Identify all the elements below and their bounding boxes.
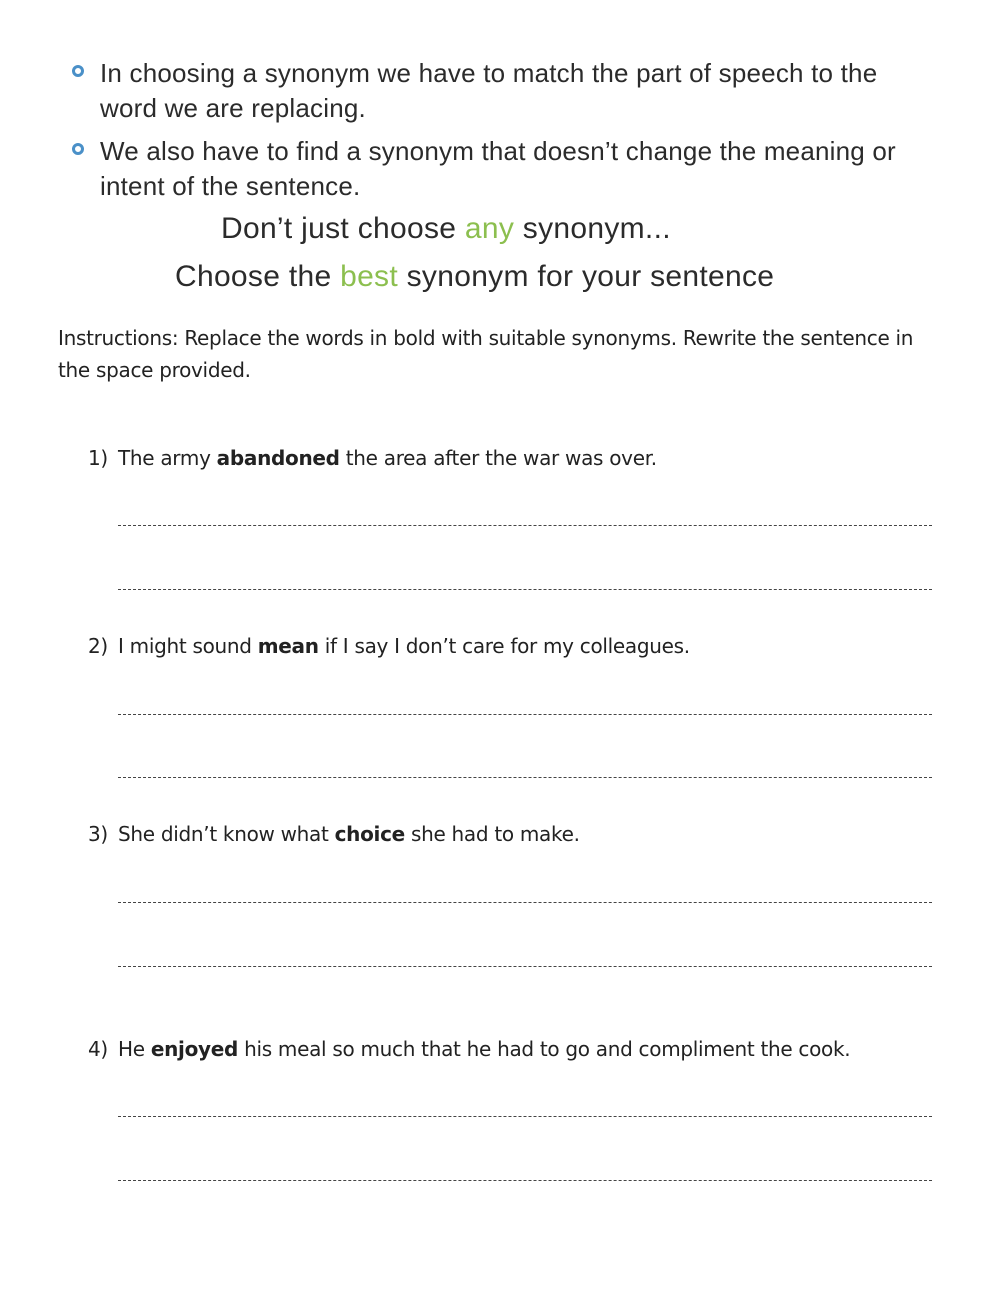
- question-text: his meal so much that he had to go and compliment the cook.: [238, 1037, 851, 1061]
- question-text: she had to make.: [404, 822, 580, 846]
- circle-bullet-icon: [72, 65, 84, 77]
- answer-line[interactable]: [118, 714, 932, 715]
- tip-text: We also have to find a synonym that doesn’t change the meaning or intent of the sentence.: [100, 136, 896, 201]
- question-number: 2): [88, 634, 108, 658]
- slogan-text: synonym...: [514, 212, 671, 245]
- question-text: She didn’t know what: [118, 822, 335, 846]
- question-item: [88, 822, 580, 846]
- question-number: 3): [88, 822, 108, 846]
- answer-line[interactable]: [118, 1180, 932, 1181]
- instructions-text: Instructions: Replace the words in bold with suitable synonyms. Rewrite the sentence in the space provided.: [58, 326, 914, 382]
- question-text: if I say I don’t care for my colleagues.: [318, 634, 690, 658]
- question-item: [88, 634, 690, 658]
- tip-bullet: [72, 56, 932, 126]
- question-number: 1): [88, 446, 108, 470]
- slogan-line-1: [221, 212, 671, 246]
- question-number: 4): [88, 1037, 108, 1061]
- question-text: I might sound: [118, 634, 258, 658]
- bold-word: enjoyed: [150, 1037, 239, 1061]
- slogan-highlight: best: [340, 260, 398, 293]
- bold-word: choice: [334, 822, 405, 846]
- answer-line[interactable]: [118, 525, 932, 526]
- question-item: [88, 1037, 850, 1061]
- slogan-text: synonym for your sentence: [397, 260, 775, 293]
- slogan-text: Choose the: [175, 260, 341, 293]
- question-item: [88, 446, 657, 470]
- question-text: He: [118, 1037, 151, 1061]
- slogan-highlight: any: [464, 212, 515, 245]
- answer-line[interactable]: [118, 966, 932, 967]
- slogan-text: Don’t just choose: [221, 212, 465, 245]
- question-text: The army: [118, 446, 217, 470]
- answer-line[interactable]: [118, 589, 932, 590]
- answer-line[interactable]: [118, 777, 932, 778]
- bold-word: mean: [257, 634, 319, 658]
- tip-bullet: [72, 134, 932, 204]
- answer-line[interactable]: [118, 902, 932, 903]
- question-text: the area after the war was over.: [339, 446, 657, 470]
- answer-line[interactable]: [118, 1116, 932, 1117]
- circle-bullet-icon: [72, 143, 84, 155]
- tip-text: In choosing a synonym we have to match the part of speech to the word we are replacing.: [100, 58, 878, 123]
- slogan-line-2: [175, 260, 774, 294]
- bold-word: abandoned: [216, 446, 340, 470]
